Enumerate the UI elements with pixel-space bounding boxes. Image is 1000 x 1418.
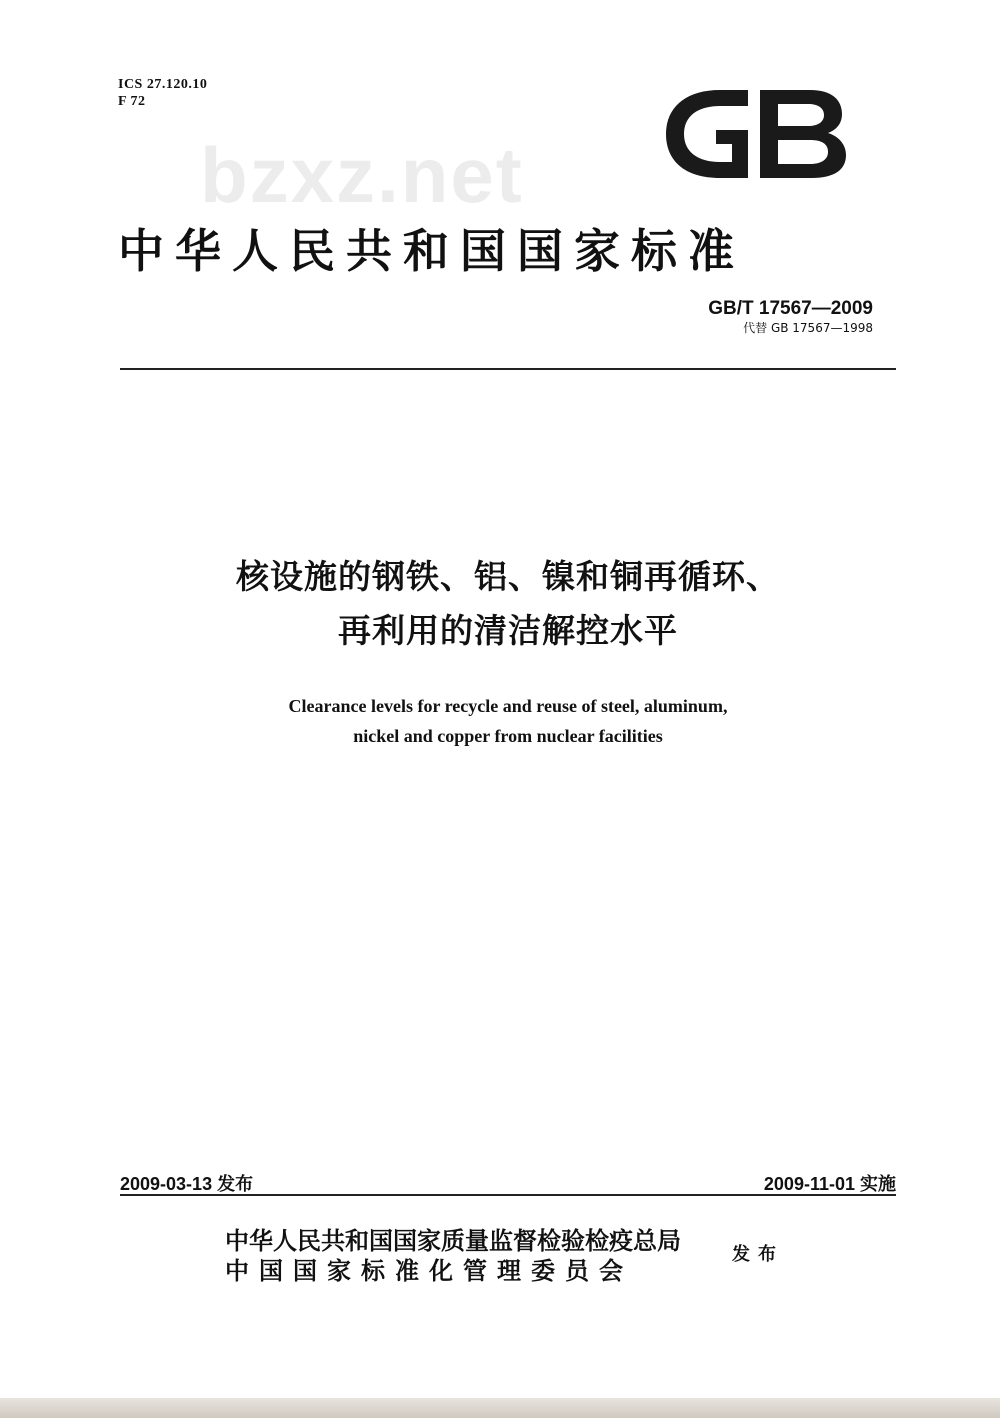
english-title-line-2: nickel and copper from nuclear facilities [353, 726, 663, 746]
footer-divider [120, 1194, 896, 1196]
implementation-date: 2009-11-01 实施 [763, 1174, 896, 1194]
issuer-aqsiq: 中华人民共和国国家质量监督检验检疫总局 [225, 1227, 681, 1255]
issuing-authorities [225, 1226, 681, 1286]
national-standard-title: 中华人民共和国国家标准 [118, 224, 745, 278]
chinese-title-line-1: 核设施的钢铁、铝、镍和铜再循环、 [236, 557, 780, 596]
chinese-title [120, 550, 896, 658]
publish-label: 发布 [732, 1244, 784, 1265]
english-title [120, 691, 896, 751]
watermark: bzxz.net [200, 131, 524, 219]
issuer-sac: 中国国家标准化管理委员会 [225, 1257, 633, 1285]
ics-code-block [118, 76, 207, 110]
replaces-standard: 代替 GB 17567—1998 [743, 321, 873, 335]
chinese-title-line-2: 再利用的清洁解控水平 [338, 611, 678, 650]
english-title-line-1: Clearance levels for recycle and reuse of steel, aluminum, [288, 696, 728, 716]
gb-logo [660, 82, 850, 186]
standard-number-block [708, 298, 873, 336]
issue-date: 2009-03-13 发布 [120, 1174, 254, 1194]
page-bottom-edge [0, 1398, 1000, 1418]
standard-number: GB/T 17567—2009 [708, 298, 873, 319]
header-divider [120, 368, 896, 370]
logo-text: GB [754, 184, 756, 185]
ics-code: ICS 27.120.10 [118, 77, 208, 92]
category-code: F 72 [118, 94, 146, 109]
